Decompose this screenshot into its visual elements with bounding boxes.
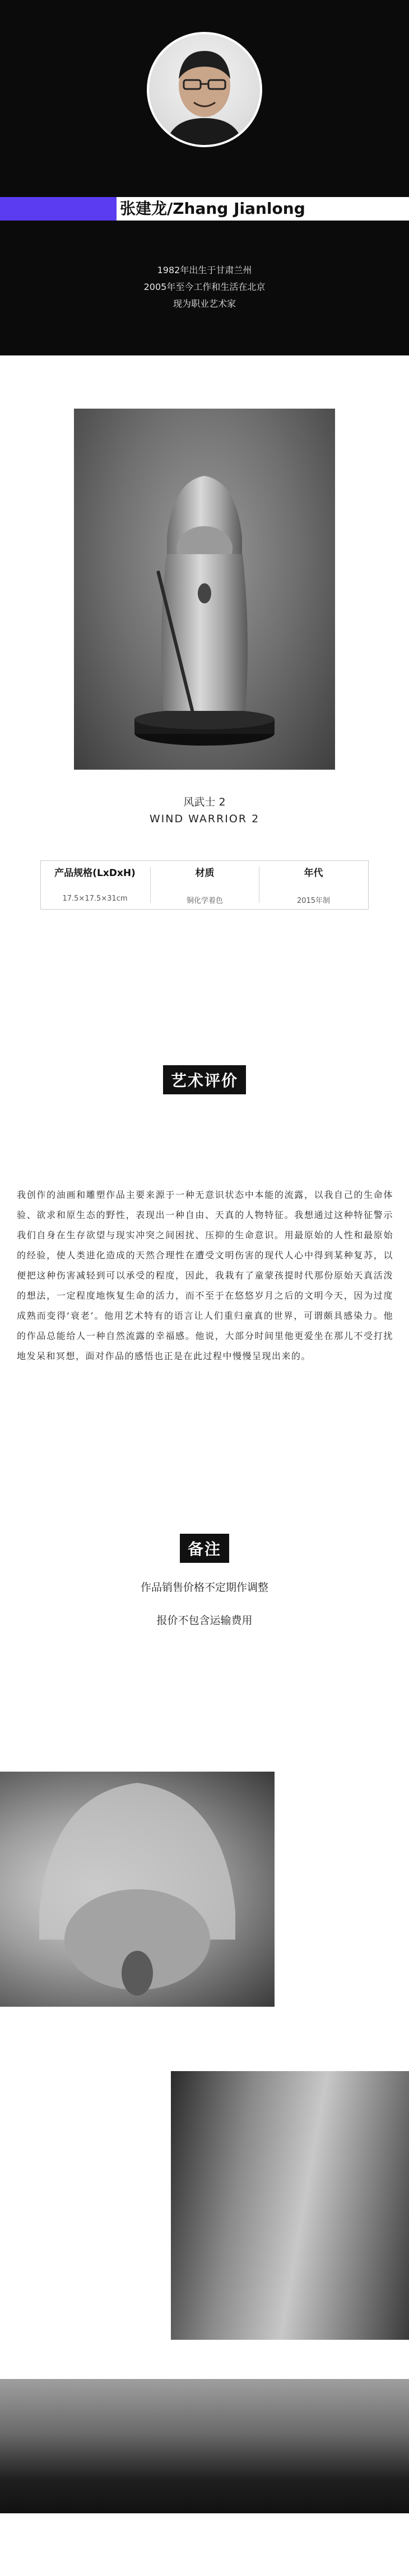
review-text: 我创作的油画和雕塑作品主要来源于一种无意识状态中本能的流露，以我自己的生命体验、欲求和原生态的野性，表现出一种自由、天真的人物特征。我想通过这种特征警示我们自身在生存欲望与现实冲突之间困扰、压抑的生命意识。用最原始的人性和最原始的经验，使人类进化造成的天然合理性在遭受文明伤害的现代人心中得到某种复苏，以便把这种伤害减轻到可以承受的程度，因此，我栽有了童蒙孩提时代那份原始天真活泼的想法，一定程度地恢复生命的活力，而不至于在悠悠岁月之后的文明今天，因为过度成熟而变得‘衰老’。他用艺术特有的语言让人们重归童真的世界，可谓颇具感染力。他的作品总能给人一种自然流露的幸福感。他说，大部分时间里他更爱坐在那儿不受打扰地发呆和冥想，面对作品的感悟也正是在此过程中慢慢呈现出来的。 xyxy=(17,1189,393,1361)
notes-heading-label: 备注 xyxy=(180,1534,229,1563)
artist-name: 张建龙/Zhang Jianlong xyxy=(120,199,305,218)
spec-year-value: 2015年制 xyxy=(296,897,331,905)
artist-avatar xyxy=(147,32,262,147)
spec-year xyxy=(259,865,368,905)
bio-line-1: 1982年出生于甘肃兰州 xyxy=(157,265,252,275)
bio-line-2: 2005年至今工作和生活在北京 xyxy=(143,282,266,292)
spec-material xyxy=(150,865,259,905)
note-line-2: 报价不包含运输费用 xyxy=(156,1614,253,1627)
sculpture-illustration xyxy=(74,409,335,770)
bio-line-3: 现为职业艺术家 xyxy=(173,298,236,309)
artwork-photo xyxy=(74,409,335,770)
artwork-title-cn: 风武士 2 xyxy=(183,796,226,808)
review-heading xyxy=(0,1065,409,1094)
spec-material-value: 铜化学着色 xyxy=(186,897,223,905)
detail-photo-body xyxy=(171,2071,409,2340)
detail-head-illustration xyxy=(0,1772,275,2007)
review-heading-label: 艺术评价 xyxy=(163,1065,246,1094)
spec-year-label: 年代 xyxy=(304,868,323,879)
spec-size xyxy=(40,865,150,903)
spec-size-label: 产品规格(LxDxH) xyxy=(54,868,136,879)
name-accent-bar xyxy=(0,197,117,221)
notes-heading xyxy=(0,1534,409,1563)
spec-size-value: 17.5×17.5×31cm xyxy=(62,894,128,903)
artwork-title-en: WIND WARRIOR 2 xyxy=(149,813,260,825)
spec-material-label: 材质 xyxy=(195,868,215,879)
detail-photo-base xyxy=(0,2379,409,2513)
note-line-1: 作品销售价格不定期作调整 xyxy=(140,1581,268,1594)
detail-photo-head xyxy=(0,1772,275,2007)
avatar-portrait xyxy=(149,34,260,145)
